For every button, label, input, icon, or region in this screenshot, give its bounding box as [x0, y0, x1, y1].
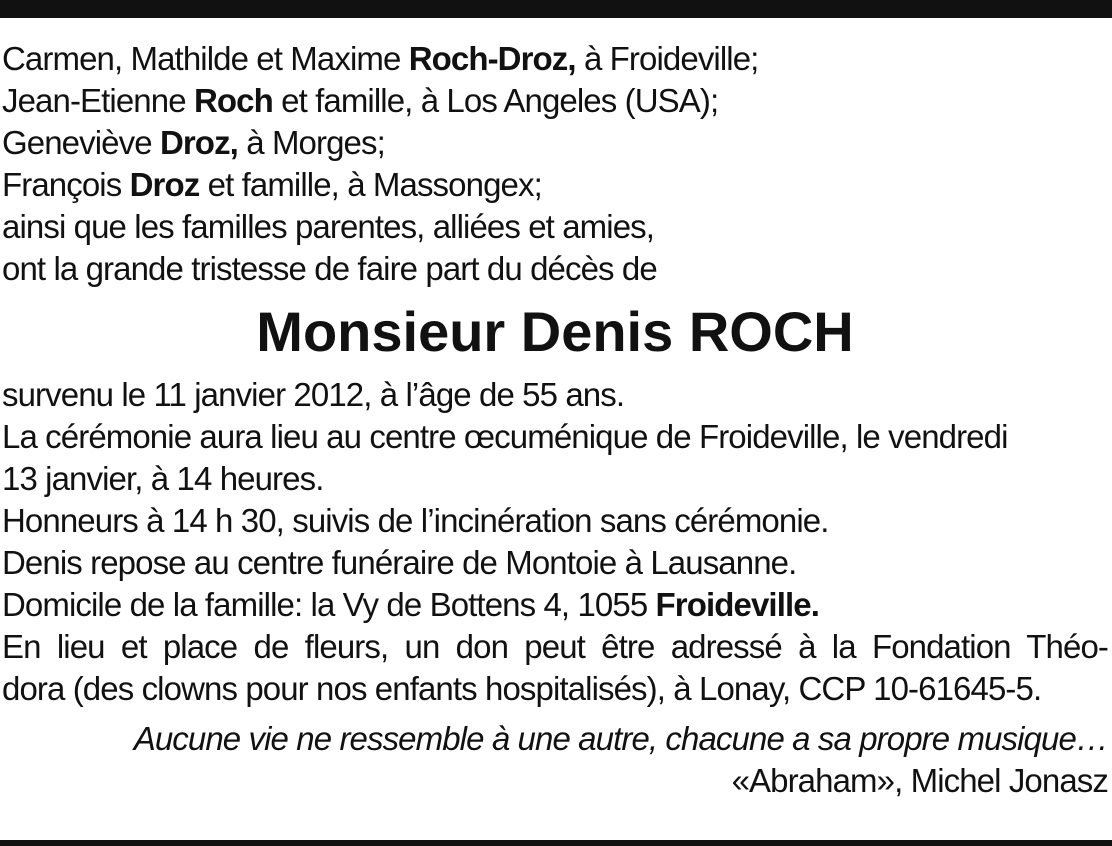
family-names: Carmen, Mathilde et Maxime [2, 40, 409, 77]
quote-attribution: «Abraham», Michel Jonasz [731, 762, 1108, 799]
family-location: à Froideville; [575, 40, 759, 77]
domicile-line [2, 584, 1108, 626]
relatives-line: ainsi que les familles parentes, alliées et amies, [2, 208, 655, 245]
bottom-rule [0, 840, 1112, 846]
family-location: et famille, à Los Angeles (USA); [272, 82, 719, 119]
family-names: Geneviève [2, 124, 160, 161]
donation-line: dora (des clowns pour nos enfants hospitalisés), à Lonay, CCP 10-61645-5. [2, 670, 1042, 707]
family-location: et famille, à Massongex; [199, 166, 542, 203]
family-line [2, 80, 1108, 122]
ceremony-line: 13 janvier, à 14 heures. [2, 460, 324, 497]
honours-line: Honneurs à 14 h 30, suivis de l’incinération sans cérémonie. [2, 502, 829, 539]
deceased-name: Monsieur Denis ROCH [256, 300, 854, 363]
family-surname: Roch [193, 82, 273, 119]
death-details: survenu le 11 janvier 2012, à l’âge de 55 ans. [2, 376, 625, 413]
intro-line: ont la grande tristesse de faire part du décès de [2, 250, 657, 287]
family-names: Jean-Etienne [2, 82, 194, 119]
family-line [2, 164, 1108, 206]
family-names: François [2, 166, 130, 203]
obituary-notice [2, 38, 1108, 802]
family-surname: Droz [129, 166, 200, 203]
family-location: à Morges; [237, 124, 385, 161]
top-rule [0, 0, 1112, 18]
domicile-address: Domicile de la famille: la Vy de Bottens 4, 1055 [2, 586, 656, 623]
family-surname: Droz, [159, 124, 238, 161]
quote: Aucune vie ne ressemble à une autre, chacune a sa propre musique… [133, 720, 1108, 757]
family-surname: Roch-Droz, [408, 40, 576, 77]
ceremony-line: La cérémonie aura lieu au centre œcuménique de Froideville, le vendredi [2, 418, 1008, 455]
family-line [2, 122, 1108, 164]
domicile-town: Froideville. [655, 586, 819, 623]
donation-line: En lieu et place de fleurs, un don peut être adressé à la Fondation Théo- [2, 628, 1108, 665]
rests-line: Denis repose au centre funéraire de Montoie à Lausanne. [2, 544, 797, 581]
family-line [2, 38, 1108, 80]
